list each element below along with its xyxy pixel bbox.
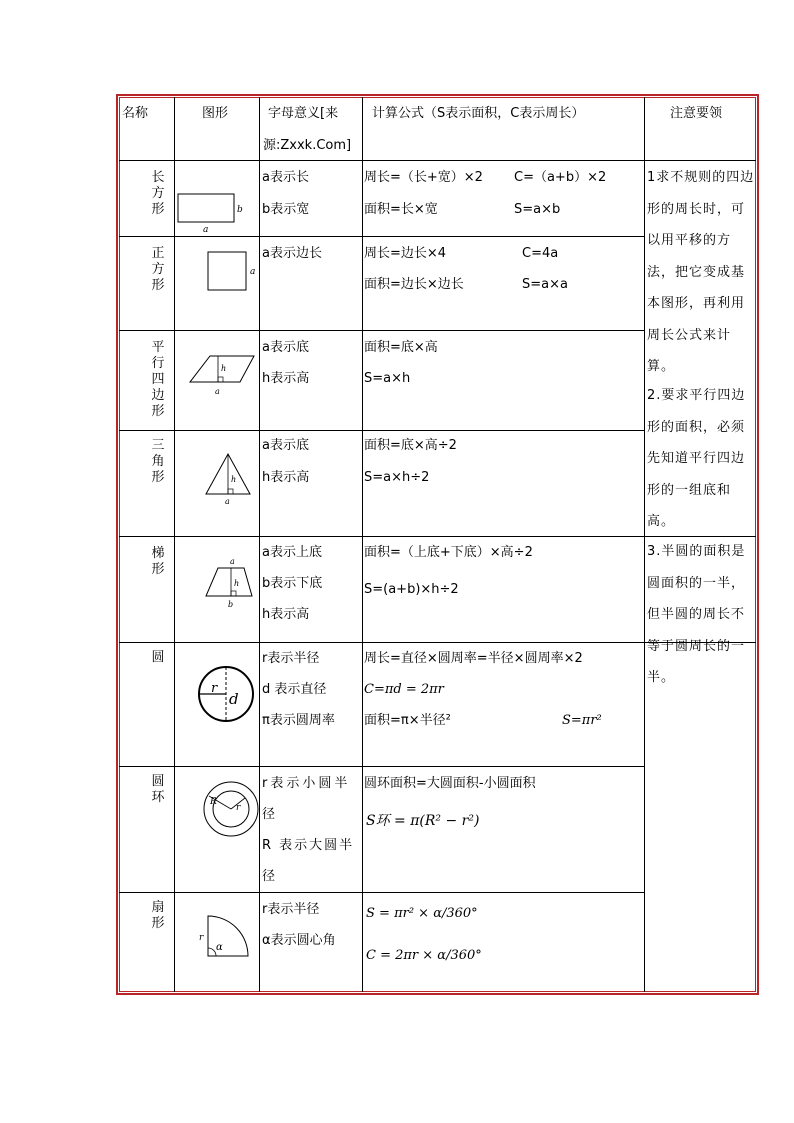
circle-figure — [198, 664, 258, 724]
triangle-figure — [204, 452, 264, 508]
sector-meaning-1: r表示半径 — [262, 902, 320, 917]
annulus-formula-1: 圆环面积=大圆面积-小圆面积 — [364, 776, 536, 791]
triangle-meaning-2: h表示高 — [262, 470, 310, 485]
rectangle-formula-area: 面积=长×宽 — [364, 202, 438, 217]
row-name-trapezoid: 梯形 — [151, 546, 165, 577]
triangle-formula-1: 面积=底×高÷2 — [364, 438, 457, 453]
annulus-meaning-1: r表示小圆半 — [262, 776, 351, 791]
circle-formula-perimeter-symbol: C=πd = 2πr — [364, 682, 444, 697]
circle-meaning-3: π表示圆周率 — [262, 713, 335, 728]
circle-meaning-1: r表示半径 — [262, 651, 320, 666]
header-shape: 图形 — [202, 106, 229, 121]
row-name-annulus: 圆环 — [151, 774, 165, 805]
note-3: 3.半圆的面积是圆面积的一半，但半圆的周长不等于圆周长的一半。 — [647, 544, 746, 685]
trapezoid-label-a: a — [230, 557, 235, 566]
rectangle-figure — [176, 190, 256, 234]
rectangle-meaning-1: a表示长 — [262, 170, 309, 185]
annulus-meaning-2: R 表示大圆半 — [262, 838, 355, 853]
trapezoid-meaning-1: a表示上底 — [262, 545, 322, 560]
parallelogram-formula-1: 面积=底×高 — [364, 340, 438, 355]
rectangle-formula-perimeter: 周长=（长+宽）×2 — [364, 170, 483, 185]
trapezoid-label-h: h — [234, 579, 240, 588]
annulus-meaning-2-cont: 径 — [262, 869, 276, 884]
row-name-circle: 圆 — [151, 650, 165, 665]
square-formula-area: 面积=边长×边长 — [364, 277, 464, 292]
annulus-figure — [202, 780, 262, 840]
square-formula-perimeter: 周长=边长×4 — [364, 246, 447, 261]
row-name-rectangle: 长方形 — [151, 170, 165, 217]
rectangle-formula-area-symbol: S=a×b — [514, 202, 561, 217]
header-letter-meaning-line2: 源:Zxxk.Com] — [263, 138, 352, 153]
triangle-label-h: h — [231, 475, 237, 484]
circle-formula-area: 面积=π×半径² — [364, 713, 451, 728]
triangle-meaning-1: a表示底 — [262, 438, 309, 453]
rectangle-label-b: b — [237, 205, 243, 215]
circle-formula-perimeter: 周长=直径×圆周率=半径×圆周率×2 — [364, 651, 583, 666]
trapezoid-label-b: b — [228, 600, 234, 609]
row-name-square: 正方形 — [151, 246, 165, 293]
parallelogram-figure — [188, 352, 258, 400]
row-name-sector: 扇形 — [151, 900, 165, 931]
parallelogram-meaning-2: h表示高 — [262, 371, 310, 386]
row-name-triangle: 三角形 — [151, 438, 165, 485]
triangle-formula-2: S=a×h÷2 — [364, 470, 430, 485]
circle-label-r: r — [211, 681, 218, 696]
circle-meaning-2: d 表示直径 — [262, 682, 327, 697]
triangle-label-a: a — [225, 497, 230, 506]
square-label-a: a — [250, 267, 256, 277]
trapezoid-formula-2: S=(a+b)×h÷2 — [364, 582, 459, 597]
annulus-formula-2: S环 = π(R² − r²) — [366, 813, 480, 829]
square-formula-perimeter-symbol: C=4a — [522, 246, 559, 261]
circle-label-d: d — [229, 690, 239, 708]
parallelogram-label-h: h — [221, 364, 227, 373]
sector-figure — [198, 910, 258, 960]
header-name: 名称 — [122, 106, 149, 121]
sector-meaning-2: α表示圆心角 — [262, 933, 336, 948]
rectangle-formula-perimeter-symbol: C=（a+b）×2 — [514, 170, 607, 185]
rectangle-label-a: a — [203, 225, 209, 235]
square-figure — [206, 250, 262, 294]
trapezoid-figure — [202, 556, 262, 612]
sector-label-alpha: α — [216, 942, 223, 953]
sector-formula-area: S = πr² × α/360° — [366, 906, 478, 921]
sector-formula-perimeter: C = 2πr × α/360° — [366, 948, 482, 963]
row-name-parallelogram: 平行四边形 — [151, 340, 165, 419]
parallelogram-formula-2: S=a×h — [364, 371, 411, 386]
annulus-meaning-1-cont: 径 — [262, 807, 276, 822]
annulus-label-r: r — [236, 803, 241, 813]
trapezoid-meaning-2: b表示下底 — [262, 576, 323, 591]
trapezoid-meaning-3: h表示高 — [262, 607, 310, 622]
rectangle-meaning-2: b表示宽 — [262, 202, 310, 217]
trapezoid-formula-1: 面积=（上底+下底）×高÷2 — [364, 545, 533, 560]
header-formula: 计算公式（S表示面积，C表示周长） — [372, 106, 585, 121]
header-letter-meaning-line1: 字母意义[来 — [268, 106, 339, 121]
circle-formula-area-symbol: S=πr² — [562, 713, 602, 728]
annulus-label-R: R — [210, 797, 217, 807]
header-notes: 注意要领 — [670, 106, 723, 121]
sector-label-r: r — [199, 933, 204, 943]
parallelogram-label-a: a — [215, 387, 220, 396]
note-2: 2.要求平行四边形的面积，必须先知道平行四边形的一组底和高。 — [647, 388, 746, 529]
note-1: 1求不规则的四边形的周长时，可以用平移的方法，把它变成基本图形，再利用周长公式来计算。 — [647, 170, 755, 374]
square-formula-area-symbol: S=a×a — [522, 277, 568, 292]
parallelogram-meaning-1: a表示底 — [262, 340, 309, 355]
square-meaning-1: a表示边长 — [262, 246, 322, 261]
